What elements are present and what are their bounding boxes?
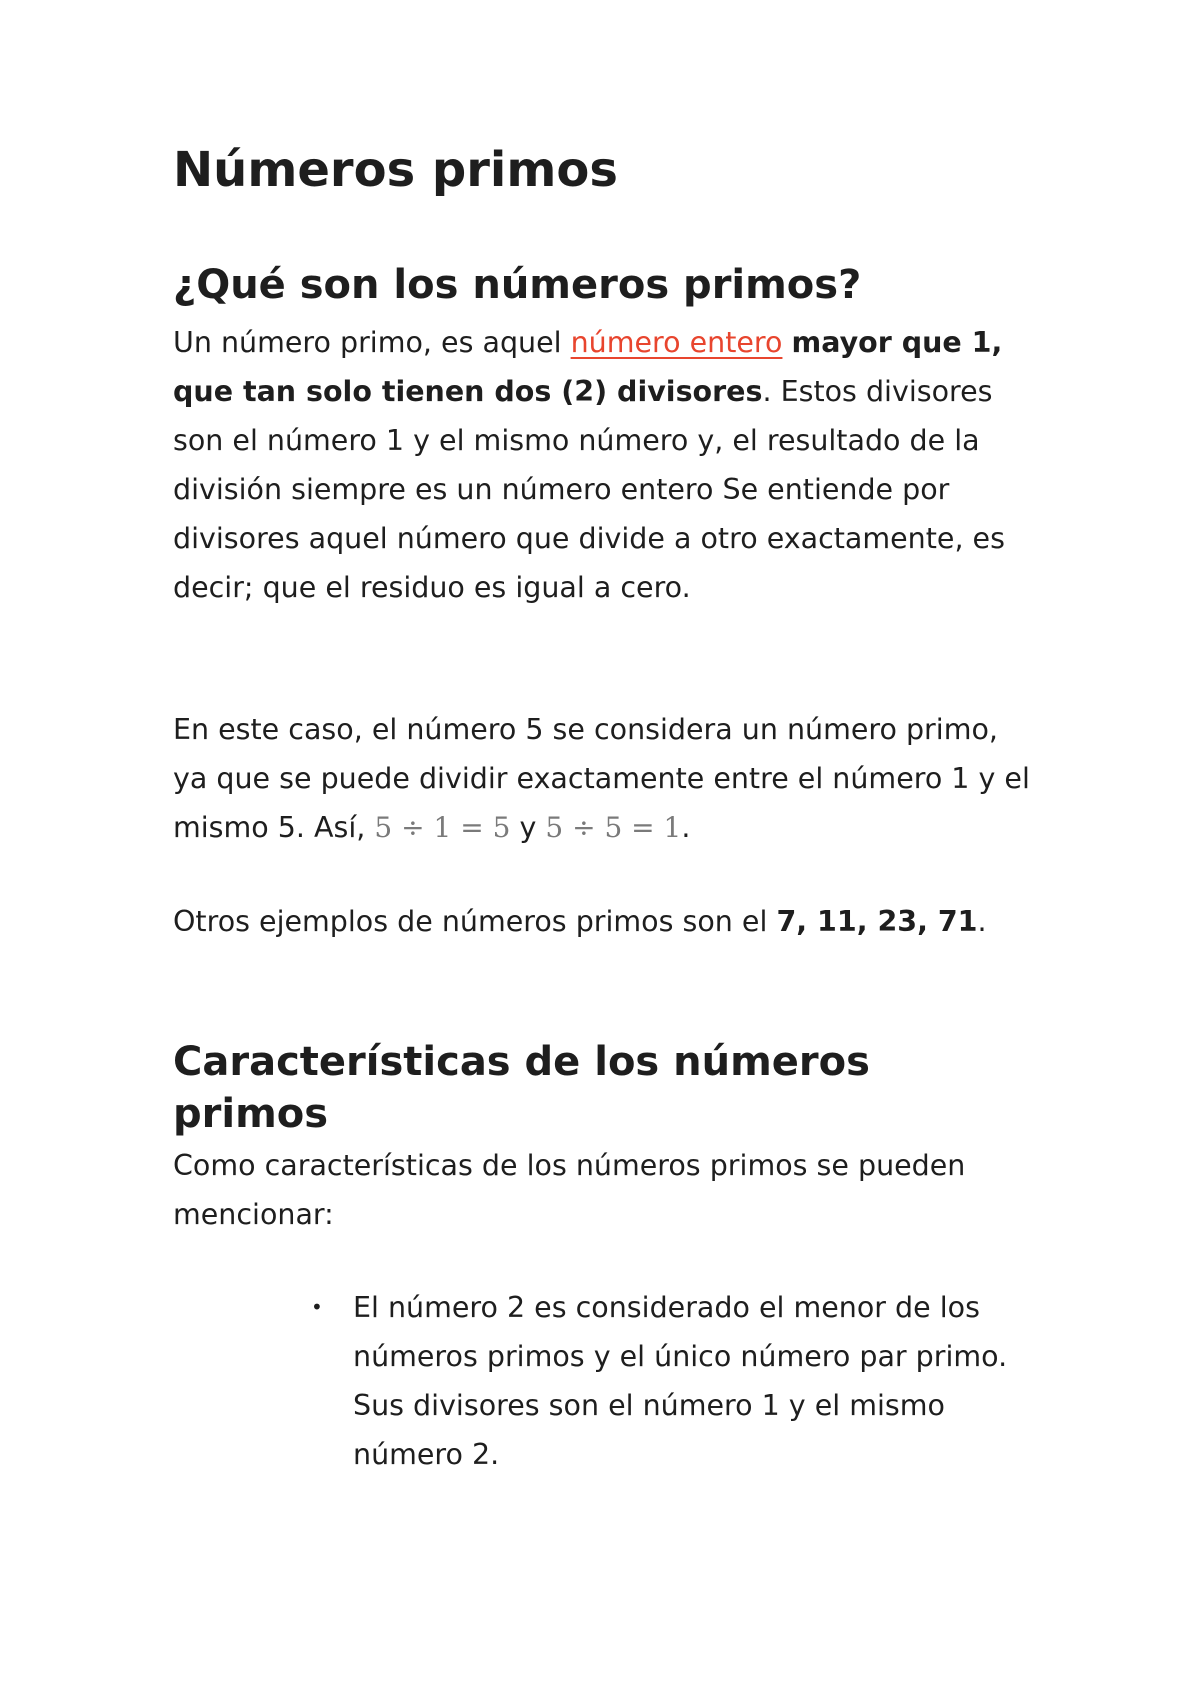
example-text-end: . [681,811,691,844]
other-examples-text: Otros ejemplos de números primos son el [173,905,777,938]
page-title: Números primos [173,142,618,198]
bullet-icon: • [311,1295,323,1319]
section-heading-characteristics: Características de los números primos [173,1039,870,1137]
definition-paragraph [173,318,1033,612]
definition-text-end: . Estos divisores son el número 1 y el mismo número y, el resultado de la división siempre es un número entero Se entiende por divisores aquel número que divide a otro exactamente, es decir; que el residuo es igual a cero. [173,375,1005,604]
example-paragraph [173,705,1033,852]
math-formula-2: 5 ÷ 5 = 1 [545,811,682,844]
other-examples-paragraph [173,897,1033,946]
example-text-and: y [510,811,546,844]
definition-bold-text: mayor que 1, que tan solo tienen dos (2) divisores [173,326,1003,408]
characteristics-intro: Como características de los números primos se pueden mencionar: [173,1149,966,1231]
list-item [311,1283,1033,1479]
numero-entero-link[interactable]: número entero [570,326,783,359]
other-examples-numbers: 7, 11, 23, 71 [776,905,978,938]
list-item-text: El número 2 es considerado el menor de los números primos y el único número par primo. Sus divisores son el número 1 y el mismo número 2. [353,1291,1008,1471]
definition-text-start: Un número primo, es aquel [173,326,571,359]
section-heading-what-are-primes: ¿Qué son los números primos? [173,262,862,308]
other-examples-period: . [977,905,987,938]
characteristics-list [311,1283,1033,1479]
example-text-start: En este caso, el número 5 se considera un número primo, ya que se puede dividir exactamente entre el número 1 y el mismo 5. Así, [173,713,1030,844]
math-formula-1: 5 ÷ 1 = 5 [374,811,511,844]
definition-text-space [782,326,791,359]
